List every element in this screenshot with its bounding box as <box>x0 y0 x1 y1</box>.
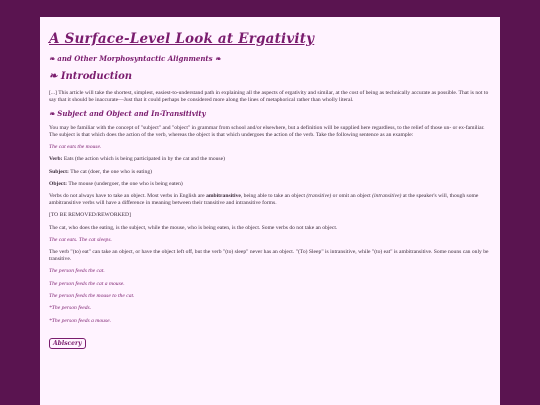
object-definition <box>49 181 491 188</box>
verb-definition <box>49 156 491 163</box>
object-text: The mouse (undergoer, the one who is being eaten) <box>67 181 183 188</box>
example-sentence-1: The cat eats the mouse. <box>49 144 102 151</box>
paragraph-transitivity <box>49 193 491 207</box>
subject-label: Subject: <box>49 168 69 175</box>
example-sentence-4: The person feeds the cat a mouse. <box>49 280 125 287</box>
intro-paragraph: [...] This article will take the shortest, simplest, easiest-to-understand path in explaining all the aspects of ergativity and similar, at the cost of being as technically accurate as possible. That is not to say that it should be inaccurate—Just that it could perhaps be considered more along the lines of metaphorical rather than wholly literal. <box>49 90 489 103</box>
article-page <box>40 17 500 405</box>
example-sentence-7: *The person feeds a mouse. <box>49 317 111 324</box>
p2-text-e: or omit an object <box>331 193 373 200</box>
p2-text-c: , being able to take an object <box>240 193 307 200</box>
verb-text: Eats (the action which is being participated in by the cat and the mouse) <box>62 156 225 163</box>
example-sentence-5: The person feeds the mouse to the cat. <box>49 293 135 300</box>
verb-label: Verb: <box>49 156 63 163</box>
intransitive-term: (intransitive) <box>372 193 402 200</box>
ambitransitive-term: ambitransitive <box>206 193 241 200</box>
example-sentence-2: The cat eats. The cat sleeps. <box>49 237 112 244</box>
subject-text: The cat (doer, the one who is eating) <box>68 168 152 175</box>
page-subtitle: ❧ and Other Morphosyntactic Alignments ❧ <box>49 54 221 63</box>
removed-note: [TO BE REMOVED/REWORKED] <box>49 212 131 219</box>
intro-heading: ❧ Introduction <box>49 71 133 82</box>
ablscery-button[interactable]: Ablscery <box>49 338 86 349</box>
example-sentence-6: *The person feeds. <box>49 305 92 312</box>
section-heading: ❧ Subject and Object and In-Transitivity <box>49 109 206 119</box>
p2-text-a: Verbs do not always have to take an object. Most verbs in English are <box>49 193 207 200</box>
page-title: A Surface-Level Look at Ergativity <box>49 31 315 47</box>
example-sentence-3: The person feeds the cat. <box>49 268 105 275</box>
paragraph-subject-object: You may be familiar with the concept of "subject" and "object" in grammar from school and/or elsewhere, but a definition will be supplied here regardless, to the relief of those un- or ex-familiar. The subject is that which does the action of the verb, whereas the object is that which undergoes the action of the verb. Take the following sentence as an example: <box>49 125 485 138</box>
paragraph-cat-mouse: The cat, who does the eating, is the subject, while the mouse, who is being eaten, is the object. Some verbs do not take an object. <box>49 224 338 231</box>
paragraph-eat-sleep: The verb "(to) eat" can take an object, or have the object left off, but the verb "(to) sleep" never has an object. "(To) Sleep" is intransitive, while "(to) eat" is ambitransitive. Some nouns can only be transitive. <box>49 249 489 263</box>
p2-text-g: at the speaker's will, though some ambitransitive verbs will have a difference in meaning between their transitive and intransitive forms. <box>49 193 479 207</box>
transitive-term: (transitive) <box>306 193 332 200</box>
object-label: Object: <box>49 181 68 188</box>
subject-definition <box>49 169 491 176</box>
